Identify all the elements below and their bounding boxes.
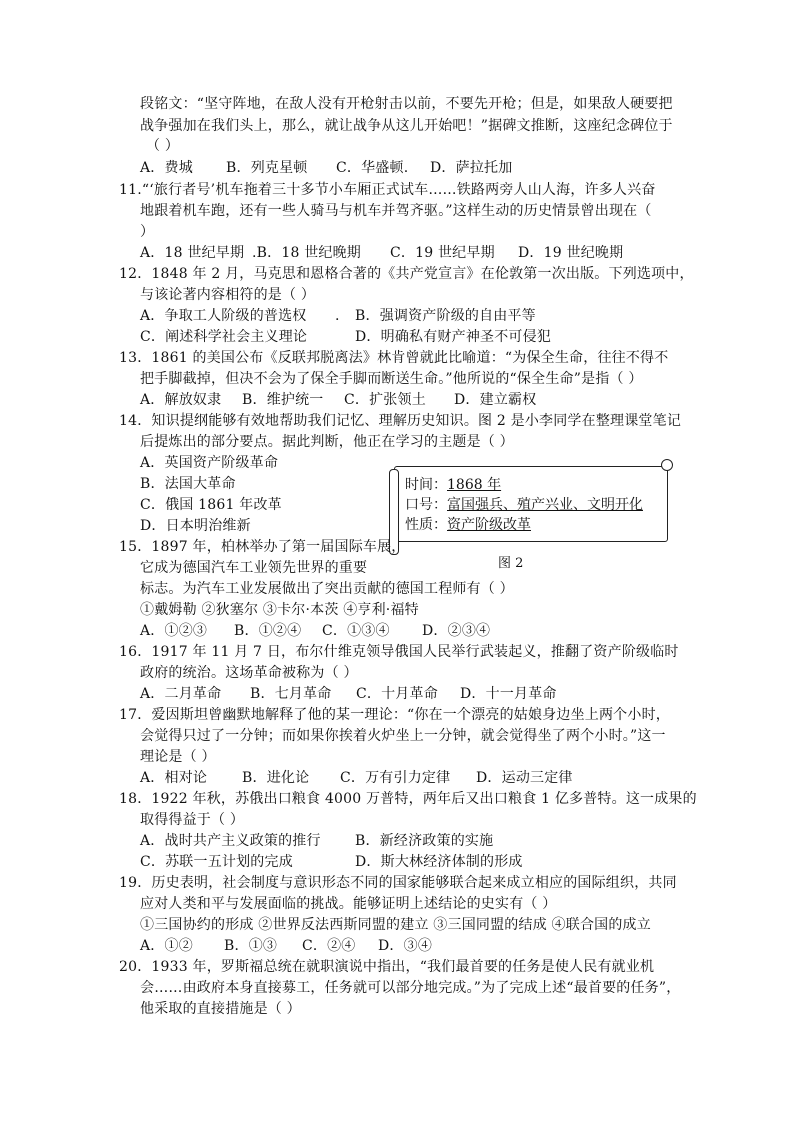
q18-options-row2 (140, 852, 523, 873)
q16-option-b: B．七月革命 (250, 686, 332, 702)
q17-option-b: B．进化论 (242, 770, 310, 786)
q17-option-c: C．万有引力定律 (340, 770, 451, 786)
q18-option-c: C．苏联一五计划的完成 (140, 854, 293, 870)
q13-options (140, 390, 536, 411)
q17-line3: 理论是（ ） (140, 749, 216, 765)
q15-line2: 它成为德国汽车工业领先世界的重要 (140, 560, 368, 576)
q10-line2: 战争强加在我们头上，那么，就让战争从这儿开始吧！”据碑文推断，这座纪念碑位于 (140, 118, 673, 134)
figure-2-scroll-card (394, 466, 668, 542)
q20-line3: 他采取的直接措施是（ ） (140, 1001, 301, 1017)
q16-line2: 政府的统治。这场革命被称为（ ） (140, 665, 358, 681)
q19-line1: 19．历史表明，社会制度与意识形态不同的国家能够联合起来成立相应的国际组织，共同 (119, 875, 677, 891)
q12-dot: . (335, 308, 340, 324)
q19-option-c: C．②④ (302, 938, 356, 954)
q11-option-a: A．18 世纪早期 (140, 245, 245, 261)
q16-option-c: C．十月革命 (356, 686, 438, 702)
card-time-value: 1868 年 (447, 477, 502, 493)
q15-option-d: D．②③④ (422, 623, 491, 639)
q17-option-d: D．运动三定律 (476, 770, 573, 786)
q18-options-row1 (140, 831, 493, 852)
q19-line2: 应对人类和平与发展面临的挑战。能够证明上述结论的史实有（ ） (140, 896, 557, 912)
q15-line3: 标志。为汽车工业发展做出了突出贡献的德国工程师有（ ） (140, 581, 514, 597)
q15-line4: ①戴姆勒 ②狄塞尔 ③卡尔·本茨 ④亨利·福特 (140, 602, 419, 618)
q19-option-b: B．①③ (224, 938, 278, 954)
q20-line2: 会……由政府本身直接募工，任务就可以部分地完成。”为了完成上述“最首要的任务”， (140, 980, 681, 996)
q20-line1: 20．1933 年，罗斯福总统在就职演说中指出，“我们最首要的任务是使人民有就业机 (119, 959, 655, 975)
q18-line1: 18．1922 年秋，苏俄出口粮食 4000 万普特，两年后又出口粮食 1 亿多普特。这一成果的 (119, 791, 697, 807)
q12-option-a: A．争取工人阶级的普选权 (140, 308, 307, 324)
q18-line2: 取得得益于（ ） (140, 812, 245, 828)
q12-line2: 与该论著内容相符的是（ ） (140, 287, 316, 303)
q17-option-a: A．相对论 (140, 770, 208, 786)
q12-option-c: C．阐述科学社会主义理论 (140, 329, 308, 345)
card-time-label: 时间： (405, 477, 447, 493)
card-nature-label: 性质： (405, 517, 447, 533)
q19-options (140, 936, 432, 957)
q10-options (140, 158, 512, 179)
q15-line1: 15．1897 年，柏林举办了第一届国际车展， (119, 539, 406, 555)
q14-option-a: A．英国资产阶级革命 (140, 455, 279, 471)
card-nature-row (405, 515, 531, 535)
q13-option-c: C．扩张领土 (344, 392, 426, 408)
q14-option-c: C．俄国 1861 年改革 (140, 497, 282, 513)
q12-options-row2 (140, 327, 551, 348)
q19-option-a: A．①② (140, 938, 193, 954)
q17-line1: 17．爱因斯坦曾幽默地解释了他的某一理论：“你在一个漂亮的姑娘身边坐上两个小时， (119, 707, 670, 723)
card-slogan-label: 口号： (405, 497, 447, 513)
q14-option-b: B．法国大革命 (140, 476, 236, 492)
q10-option-a: A．费城 (140, 160, 193, 176)
card-slogan-value: 富国强兵、殖产兴业、文明开化 (447, 497, 643, 513)
q10-line1: 段铭文：“坚守阵地，在敌人没有开枪射击以前，不要先开枪；但是，如果敌人硬要把 (140, 96, 673, 112)
q18-option-d: D．斯大林经济体制的形成 (355, 854, 523, 870)
q13-option-a: A．解放奴隶 (140, 392, 222, 408)
q19-option-d: D．③④ (378, 938, 433, 954)
q15-option-c: C．①③④ (322, 623, 390, 639)
q12-option-d: D．明确私有财产神圣不可侵犯 (355, 329, 552, 345)
q17-options (140, 768, 573, 789)
q13-option-d: D．建立霸权 (454, 392, 537, 408)
q16-option-d: D．十一月革命 (460, 686, 557, 702)
card-slogan-row (405, 495, 643, 515)
card-nature-value: 资产阶级改革 (447, 517, 531, 533)
q16-line1: 16．1917 年 11 月 7 日，布尔什维克领导俄国人民举行武装起义，推翻了资产阶级临时 (119, 644, 679, 660)
q11-options (140, 243, 623, 264)
q12-option-b: B．强调资产阶级的自由平等 (355, 308, 536, 324)
q18-option-a: A．战时共产主义政策的推行 (140, 833, 321, 849)
scroll-curl-right (661, 459, 673, 471)
q10-option-d: D．萨拉托加 (430, 160, 513, 176)
q11-option-c: C．19 世纪早期 (390, 245, 495, 261)
q17-line2: 会觉得只过了一分钟；而如果你挨着火炉坐上一分钟，就会觉得坐了两个小时。”这一 (140, 728, 666, 744)
figure-caption: 图 2 (498, 556, 524, 571)
q16-options (140, 684, 557, 705)
q13-option-b: B．维护统一 (242, 392, 324, 408)
q11-line2: 地跟着机车跑，还有一些人骑马与机车并驾齐驱。”这样生动的历史情景曾出现在（ (140, 203, 652, 219)
q15-option-b: B．①②④ (234, 623, 302, 639)
q13-line2: 把手脚截掉，但决不会为了保全手脚而断送生命。”他所说的“保全生命”是指（ ） (140, 371, 643, 387)
q14-option-d: D．日本明治维新 (140, 518, 251, 534)
q11-option-b: .B．18 世纪晚期 (252, 245, 362, 261)
q11-line3: ） (140, 224, 155, 240)
card-time-row (405, 475, 501, 495)
q15-options (140, 621, 490, 642)
q13-line1: 13．1861 的美国公布《反联邦脱离法》林肯曾就此比喻道：“为保全生命，往往不得不 (119, 350, 669, 366)
q14-line2: 后提炼出的部分要点。据此判断，他正在学习的主题是（ ） (140, 434, 514, 450)
q10-line3: （ ） (146, 138, 180, 154)
q15-option-a: A．①②③ (140, 623, 208, 639)
q11-line1: 11.“‘旅行者号’机车拖着三十多节小车厢正式试车……铁路两旁人山人海，许多人兴奋 (119, 182, 656, 198)
q19-line3: ①三国协约的形成 ②世界反法西斯同盟的建立 ③三国同盟的结成 ④联合国的成立 (140, 917, 651, 933)
q10-option-b: B．列克星顿 (226, 160, 308, 176)
q18-option-b: B．新经济政策的实施 (355, 833, 494, 849)
q10-option-c: C．华盛顿. (336, 160, 409, 176)
q16-option-a: A．二月革命 (140, 686, 222, 702)
q12-options-row1 (140, 306, 536, 327)
q14-line1: 14．知识提纲能够有效地帮助我们记忆、理解历史知识。图 2 是小李同学在整理课堂笔记 (119, 413, 682, 429)
q11-option-d: D．19 世纪晚期 (518, 245, 624, 261)
q12-line1: 12．1848 年 2 月，马克思和恩格合著的《共产党宣言》在伦敦第一次出版。下列选项中， (119, 266, 694, 282)
